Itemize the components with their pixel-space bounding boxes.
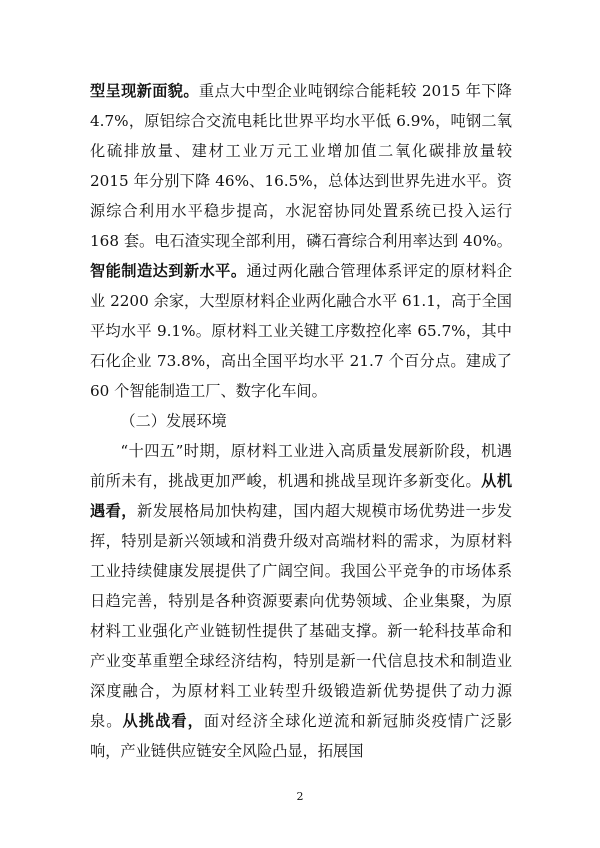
bold-phrase-challenges: 从挑战看， — [122, 712, 204, 730]
bold-phrase-new-look: 型呈现新面貌。 — [90, 82, 199, 100]
paragraph-text: 面对经济全球化逆流和新冠肺炎疫情广泛影响，产业链供应链安全风险凸显，拓展国 — [90, 712, 513, 760]
document-body — [90, 76, 512, 766]
paragraph-text: “十四五”时期，原材料工业进入高质量发展新阶段，机遇前所未有，挑战更加严峻，机遇和挑战呈现许多新变化。 — [90, 442, 512, 490]
bold-phrase-opportunities: 从机遇看， — [90, 472, 513, 520]
paragraph-text: 重点大中型企业吨钢综合能耗较 2015 年下降 4.7%，原铝综合交流电耗比世界平均水平低 6.9%，吨钢二氧化硫排放量、建材工业万元工业增加值二氧化碳排放量较 2015 年分别下降 46%、16.5%，总体达到世界先进水平。资源综合利用水平稳步提高，水泥窑协同处置系统已投入运行 168 套。电石渣实现全部利用，磷石膏综合利用率达到 40%。 — [90, 82, 512, 250]
paragraph-achievements — [90, 76, 512, 406]
paragraph-text: 通过两化融合管理体系评定的原材料企业 2200 余家，大型原材料企业两化融合水平 61.1，高于全国平均水平 9.1%。原材料工业关键工序数控化率 65.7%，其中石化企业 73.8%，高出全国平均水平 21.7 个百分点。建成了 60 个智能制造工厂、数字化车间。 — [90, 262, 513, 400]
bold-phrase-intelligent-manufacturing: 智能制造达到新水平。 — [90, 262, 247, 280]
page-number: 2 — [296, 790, 304, 803]
section-heading: （二）发展环境 — [120, 412, 227, 430]
paragraph-environment — [90, 436, 512, 766]
paragraph-text: 新发展格局加快构建，国内超大规模市场优势进一步发挥，特别是新兴领域和消费升级对高端材料的需求，为原材料工业持续健康发展提供了广阔空间。我国公平竞争的市场体系日趋完善，特别是各种资源要素向优势领域、企业集聚，为原材料工业强化产业链韧性提供了基础支撑。新一轮科技革命和产业变革重塑全球经济结构，特别是新一代信息技术和制造业深度融合，为原材料工业转型升级锻造新优势提供了动力源泉。 — [90, 502, 513, 730]
